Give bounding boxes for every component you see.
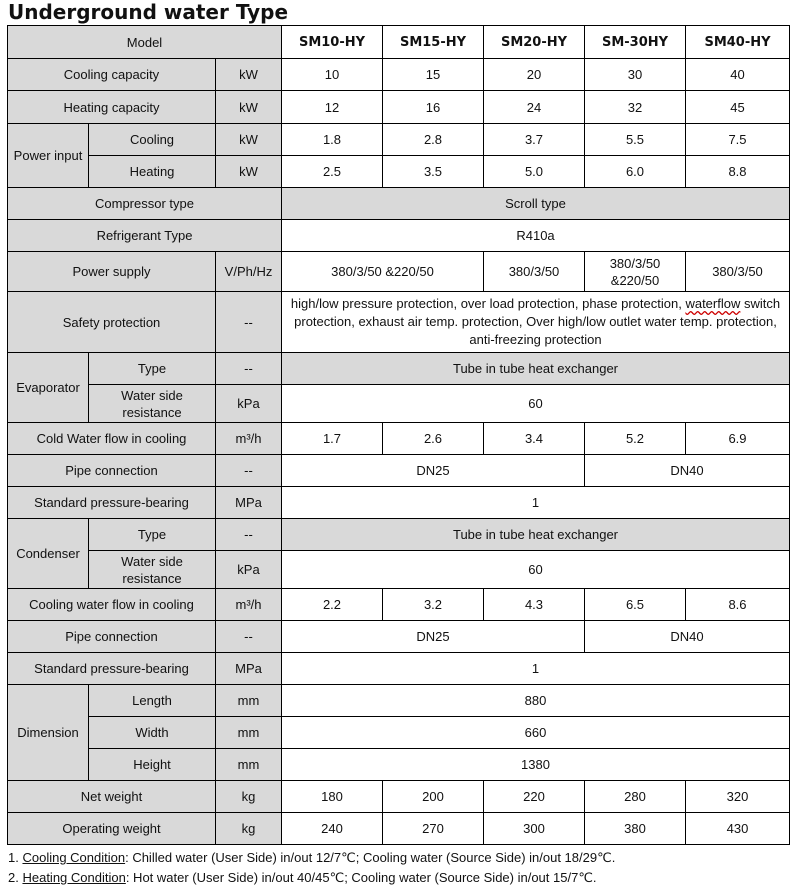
footnote-text: : Hot water (User Side) in/out 40/45℃; Cooling water (Source Side) in/out 15/7℃. xyxy=(125,870,597,885)
table-cell: 380/3/50 xyxy=(686,252,790,292)
table-cell: 45 xyxy=(686,91,790,124)
table-row-power-input-heating xyxy=(8,156,790,188)
row-label: Type xyxy=(89,519,216,551)
row-unit: kg xyxy=(216,813,282,845)
table-row-dimension-width xyxy=(8,717,790,749)
row-unit: kPa xyxy=(216,551,282,589)
model-label: Model xyxy=(8,26,282,59)
table-cell xyxy=(282,292,790,353)
row-label: Heating capacity xyxy=(8,91,216,124)
table-cell: 6.0 xyxy=(585,156,686,188)
power-supply-line: 380/3/50 xyxy=(609,255,661,271)
table-cell: 1 xyxy=(282,487,790,519)
row-label: Cooling water flow in cooling xyxy=(8,589,216,621)
row-unit: mm xyxy=(216,717,282,749)
model-name: SM-30HY xyxy=(585,26,686,59)
table-cell: 60 xyxy=(282,551,790,589)
model-name: SM20-HY xyxy=(484,26,585,59)
table-cell: 240 xyxy=(282,813,383,845)
row-unit: kW xyxy=(216,91,282,124)
table-cell: Tube in tube heat exchanger xyxy=(282,519,790,551)
row-label: Standard pressure-bearing xyxy=(8,653,216,685)
table-cell: 7.5 xyxy=(686,124,790,156)
row-unit: -- xyxy=(216,353,282,385)
table-cell: 200 xyxy=(383,781,484,813)
row-unit: kW xyxy=(216,59,282,91)
table-row-heating-capacity xyxy=(8,91,790,124)
table-cell: 1.8 xyxy=(282,124,383,156)
row-unit: MPa xyxy=(216,653,282,685)
row-unit: -- xyxy=(216,292,282,353)
table-row-dimension-length xyxy=(8,685,790,717)
table-cell: 380/3/50 xyxy=(484,252,585,292)
table-cell: 430 xyxy=(686,813,790,845)
group-label: Condenser xyxy=(8,519,89,589)
row-label: Water side resistance xyxy=(89,385,216,423)
table-cell: 2.8 xyxy=(383,124,484,156)
spellcheck-word: waterflow xyxy=(685,296,741,311)
table-row-cold-water-flow xyxy=(8,423,790,455)
table-cell: 32 xyxy=(585,91,686,124)
table-cell: 280 xyxy=(585,781,686,813)
row-label: Cold Water flow in cooling xyxy=(8,423,216,455)
footnote-label: Cooling Condition xyxy=(22,850,126,865)
row-label: Safety protection xyxy=(8,292,216,353)
table-cell: 6.9 xyxy=(686,423,790,455)
table-row-standard-pressure xyxy=(8,653,790,685)
footnote-number: 2. xyxy=(8,870,23,885)
spec-table xyxy=(7,25,790,845)
table-row-dimension-height xyxy=(8,749,790,781)
model-name: SM15-HY xyxy=(383,26,484,59)
group-label: Evaporator xyxy=(8,353,89,423)
table-cell: 320 xyxy=(686,781,790,813)
table-cell: 180 xyxy=(282,781,383,813)
table-cell: 8.6 xyxy=(686,589,790,621)
table-cell: DN40 xyxy=(585,621,790,653)
table-cell: 4.3 xyxy=(484,589,585,621)
table-cell: 5.5 xyxy=(585,124,686,156)
row-unit: m³/h xyxy=(216,589,282,621)
table-row-condenser-type xyxy=(8,519,790,551)
table-cell: 12 xyxy=(282,91,383,124)
safety-text: high/low pressure protection, over load protection, phase protection, xyxy=(290,296,686,311)
row-label: Height xyxy=(89,749,216,781)
table-cell: 270 xyxy=(383,813,484,845)
group-label: Dimension xyxy=(8,685,89,781)
row-label: Length xyxy=(89,685,216,717)
footnote-label: Heating Condition xyxy=(22,870,126,885)
table-row-pipe-connection xyxy=(8,455,790,487)
row-unit: -- xyxy=(216,455,282,487)
row-label: Heating xyxy=(89,156,216,188)
table-cell: 16 xyxy=(383,91,484,124)
row-unit: kW xyxy=(216,156,282,188)
table-row-refrigerant-type xyxy=(8,220,790,252)
row-unit: -- xyxy=(216,621,282,653)
row-unit: mm xyxy=(216,749,282,781)
row-label: Operating weight xyxy=(8,813,216,845)
table-row-net-weight xyxy=(8,781,790,813)
row-label: Width xyxy=(89,717,216,749)
table-cell: Tube in tube heat exchanger xyxy=(282,353,790,385)
table-cell: R410a xyxy=(282,220,790,252)
table-row-condenser-resistance xyxy=(8,551,790,589)
footnote xyxy=(8,870,597,886)
table-cell: 24 xyxy=(484,91,585,124)
table-row-evaporator-resistance xyxy=(8,385,790,423)
table-row-power-input-cooling xyxy=(8,124,790,156)
row-unit: kPa xyxy=(216,385,282,423)
table-cell: 20 xyxy=(484,59,585,91)
table-cell: 30 xyxy=(585,59,686,91)
row-unit: V/Ph/Hz xyxy=(216,252,282,292)
page-title: Underground water Type xyxy=(8,0,289,24)
table-row-power-supply xyxy=(8,252,790,292)
row-label: Refrigerant Type xyxy=(8,220,282,252)
table-cell: 380/3/50 &220/50 xyxy=(282,252,484,292)
row-unit: mm xyxy=(216,685,282,717)
row-label: Cooling capacity xyxy=(8,59,216,91)
row-label: Net weight xyxy=(8,781,216,813)
table-cell: 8.8 xyxy=(686,156,790,188)
table-cell: 380 xyxy=(585,813,686,845)
row-unit: kW xyxy=(216,124,282,156)
table-cell xyxy=(585,252,686,292)
table-cell: 5.2 xyxy=(585,423,686,455)
table-cell: 10 xyxy=(282,59,383,91)
table-row-safety-protection xyxy=(8,292,790,353)
table-row-evaporator-type xyxy=(8,353,790,385)
table-row-cooling-capacity xyxy=(8,59,790,91)
table-cell: 660 xyxy=(282,717,790,749)
table-cell: 1 xyxy=(282,653,790,685)
table-cell: 1380 xyxy=(282,749,790,781)
table-row-operating-weight xyxy=(8,813,790,845)
row-label: Power supply xyxy=(8,252,216,292)
row-unit: MPa xyxy=(216,487,282,519)
model-name: SM10-HY xyxy=(282,26,383,59)
row-unit: m³/h xyxy=(216,423,282,455)
power-supply-line: &220/50 xyxy=(610,272,660,288)
footnote-number: 1. xyxy=(8,850,23,865)
row-label: Cooling xyxy=(89,124,216,156)
group-label: Power input xyxy=(8,124,89,188)
model-name: SM40-HY xyxy=(686,26,790,59)
row-unit: -- xyxy=(216,519,282,551)
table-cell: 3.7 xyxy=(484,124,585,156)
table-row-standard-pressure xyxy=(8,487,790,519)
table-cell: 2.6 xyxy=(383,423,484,455)
table-cell: 5.0 xyxy=(484,156,585,188)
table-cell: DN25 xyxy=(282,621,585,653)
table-cell: 3.5 xyxy=(383,156,484,188)
table-cell: 2.5 xyxy=(282,156,383,188)
table-cell: 300 xyxy=(484,813,585,845)
row-label: Type xyxy=(89,353,216,385)
table-cell: 40 xyxy=(686,59,790,91)
safety-text: switch protection, exhaust air temp. protection, Over high/low outlet water temp. protection, anti-freezing protection xyxy=(294,296,781,347)
footnote-text: : Chilled water (User Side) in/out 12/7℃; Cooling water (Source Side) in/out 18/29℃. xyxy=(125,850,616,865)
table-row-pipe-connection xyxy=(8,621,790,653)
table-cell: 15 xyxy=(383,59,484,91)
row-label: Water side resistance xyxy=(89,551,216,589)
row-label: Compressor type xyxy=(8,188,282,220)
table-cell: 220 xyxy=(484,781,585,813)
table-cell: 3.4 xyxy=(484,423,585,455)
table-cell: 1.7 xyxy=(282,423,383,455)
row-label: Pipe connection xyxy=(8,455,216,487)
table-row-cooling-water-flow xyxy=(8,589,790,621)
table-cell: DN25 xyxy=(282,455,585,487)
row-label: Standard pressure-bearing xyxy=(8,487,216,519)
table-cell: 3.2 xyxy=(383,589,484,621)
table-cell: 2.2 xyxy=(282,589,383,621)
table-cell: 60 xyxy=(282,385,790,423)
table-cell: DN40 xyxy=(585,455,790,487)
footnote xyxy=(8,850,615,866)
table-cell: 880 xyxy=(282,685,790,717)
table-cell: Scroll type xyxy=(282,188,790,220)
table-row-model xyxy=(8,26,790,59)
row-unit: kg xyxy=(216,781,282,813)
table-row-compressor-type xyxy=(8,188,790,220)
table-cell: 6.5 xyxy=(585,589,686,621)
row-label: Pipe connection xyxy=(8,621,216,653)
